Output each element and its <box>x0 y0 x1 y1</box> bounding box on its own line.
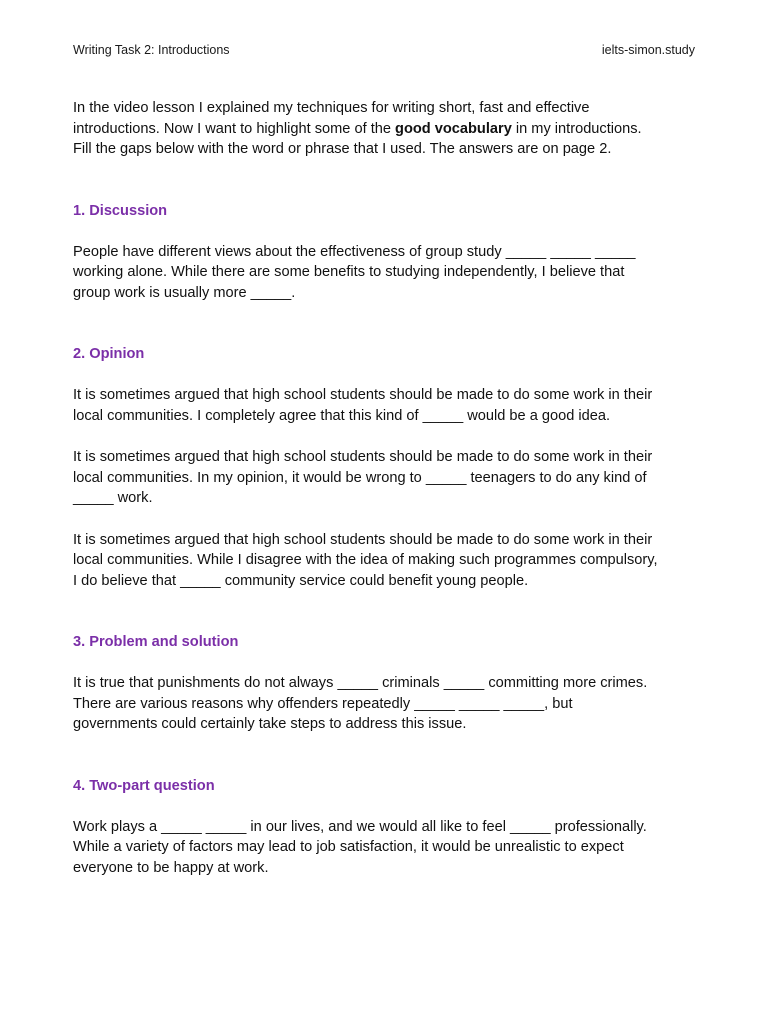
intro-text-end: in my introductions. Fill the gaps below with the word or phrase that I used. The answers are on page 2. <box>73 120 642 157</box>
section-title-opinion: 2. Opinion <box>73 346 145 362</box>
section-title-two-part-question: 4. Two-part question <box>73 777 215 794</box>
exercise-paragraph: It is sometimes argued that high school students should be made to do some work in their local communities. While I disagree with the idea of making such programmes compulsory, I do believe that _____ community service could benefit young people. <box>73 531 658 589</box>
page-header <box>73 42 695 58</box>
intro-bold-phrase: good vocabulary <box>395 120 512 137</box>
intro-text-start: In the video lesson I explained my techniques for writing short, fast and effective introductions. Now I want to highlight some of the <box>73 100 590 137</box>
intro-paragraph <box>73 98 703 160</box>
exercise-paragraph: Work plays a _____ _____ in our lives, and we would all like to feel _____ professionally. While a variety of factors may lead to job satisfaction, it would be unrealistic to expect everyone to be happy at work. <box>73 818 647 876</box>
exercise-paragraph: It is sometimes argued that high school students should be made to do some work in their local communities. In my opinion, it would be wrong to _____ teenagers to do any kind of _____ work. <box>73 449 653 506</box>
worksheet-content <box>73 98 703 878</box>
section-title-discussion: 1. Discussion <box>73 202 168 219</box>
site-name: ielts-simon.study <box>601 43 695 57</box>
section-title-problem-solution: 3. Problem and solution <box>73 634 239 650</box>
exercise-paragraph: It is sometimes argued that high school students should be made to do some work in their local communities. I completely agree that this kind of _____ would be a good idea. <box>73 387 653 424</box>
exercise-paragraph: It is true that punishments do not always _____ criminals _____ committing more crimes. There are various reasons why offenders repeatedly _____ _____ _____, but governments could certainly take steps to address this issue. <box>73 675 648 732</box>
document-title: Writing Task 2: Introductions <box>73 43 230 57</box>
exercise-paragraph: People have different views about the effectiveness of group study _____ _____ _____ working alone. While there are some benefits to studying independently, I believe that group work is usually more _____. <box>73 243 636 301</box>
